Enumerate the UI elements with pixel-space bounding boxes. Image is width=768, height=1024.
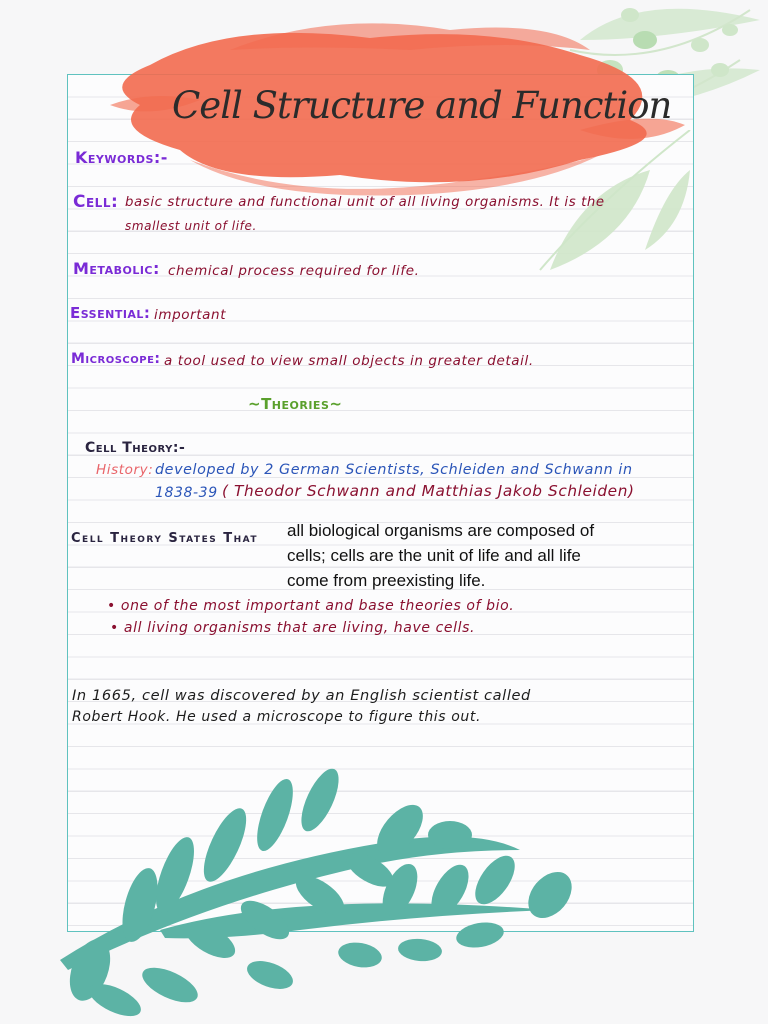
- cell-theory-bullet: • one of the most important and base theories of bio.: [107, 598, 515, 614]
- cell-theory-bullet: • all living organisms that are living, have cells.: [110, 620, 476, 636]
- keyword-definition-essential: important: [154, 307, 227, 323]
- history-scientist-names: ( Theodor Schwann and Matthias Jakob Schleiden): [222, 482, 635, 500]
- teal-leaf-branch-illustration: [40, 760, 600, 1020]
- keyword-term-cell: Cell:: [73, 192, 119, 212]
- history-year: 1838-39: [155, 485, 218, 501]
- history-text: developed by 2 German Scientists, Schleiden and Schwann in: [155, 462, 633, 478]
- cell-theory-statement-line: all biological organisms are composed of: [287, 521, 595, 540]
- keywords-heading: Keywords:-: [75, 148, 168, 167]
- keyword-term-metabolic: Metabolic:: [73, 259, 160, 278]
- history-note-line: In 1665, cell was discovered by an English scientist called: [72, 687, 531, 704]
- keyword-definition-cell-continued: smallest unit of life.: [125, 219, 257, 233]
- keyword-term-microscope: Microscope:: [71, 351, 161, 367]
- history-label: History:: [96, 462, 154, 478]
- cell-theory-statement-line: cells; cells are the unit of life and all life: [287, 546, 581, 565]
- history-note-line: Robert Hook. He used a microscope to figure this out.: [72, 709, 482, 725]
- cell-theory-heading: Cell Theory:-: [85, 440, 186, 456]
- keyword-definition-microscope: a tool used to view small objects in greater detail.: [164, 353, 534, 369]
- cell-theory-states-label: Cell Theory States That: [71, 531, 259, 546]
- keyword-term-essential: Essential:: [70, 304, 151, 322]
- cell-theory-statement-line: come from preexisting life.: [287, 571, 486, 590]
- theories-heading: ~Theories~: [248, 395, 343, 413]
- keyword-definition-cell: basic structure and functional unit of all living organisms. It is the: [125, 195, 605, 210]
- keyword-definition-metabolic: chemical process required for life.: [168, 263, 420, 279]
- page-title: Cell Structure and Function: [172, 84, 672, 127]
